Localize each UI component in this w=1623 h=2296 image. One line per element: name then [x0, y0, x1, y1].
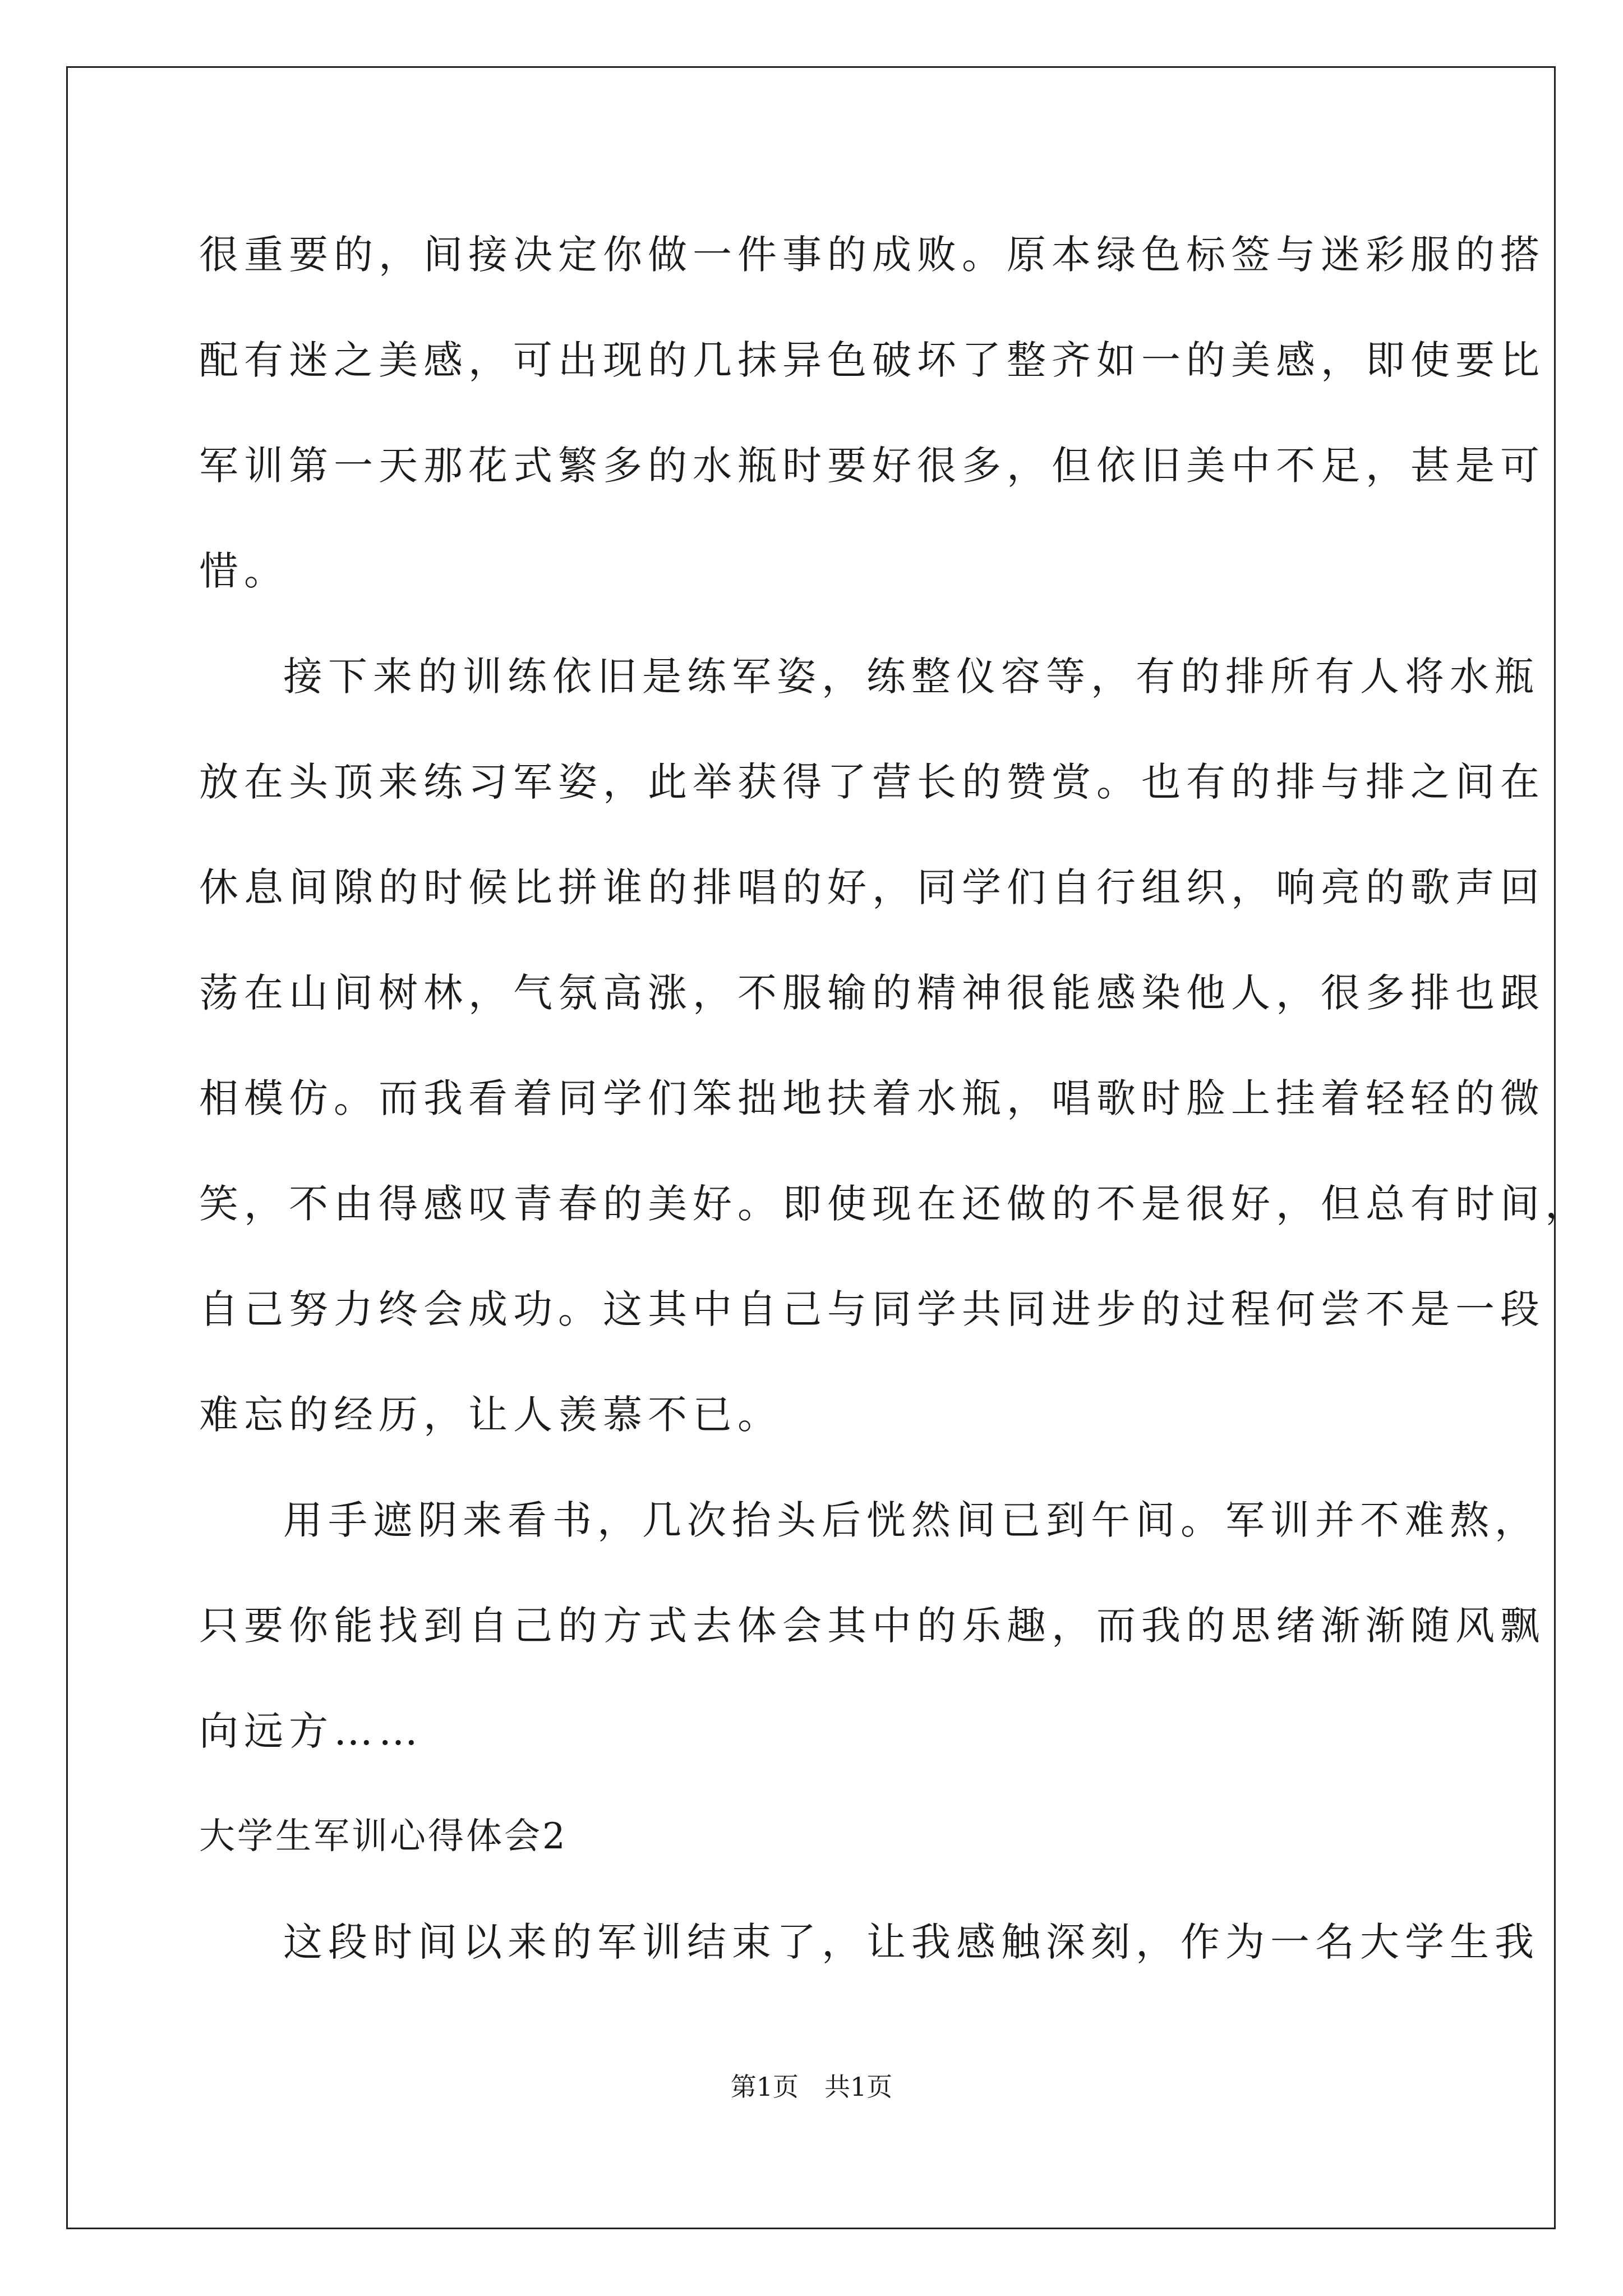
text-line: 放在头顶来练习军姿，此举获得了营长的赞赏。也有的排与排之间在	[199, 759, 1545, 805]
text-line: 休息间隙的时候比拼谁的排唱的好，同学们自行组织，响亮的歌声回	[199, 864, 1545, 910]
paragraph-start-line: 用手遮阴来看书，几次抬头后恍然间已到午间。军训并不难熬，	[283, 1497, 1539, 1543]
text-line: 笑，不由得感叹青春的美好。即使现在还做的不是很好，但总有时间，	[199, 1181, 1590, 1227]
text-line: 很重要的，间接决定你做一件事的成败。原本绿色标签与迷彩服的搭	[199, 232, 1545, 278]
text-line: 荡在山间树林，气氛高涨，不服输的精神很能感染他人，很多排也跟	[199, 970, 1545, 1016]
text-line: 向远方……	[199, 1708, 423, 1754]
paragraph-start-line: 这段时间以来的军训结束了，让我感触深刻，作为一名大学生我	[283, 1919, 1539, 1965]
paragraph-start-line: 接下来的训练依旧是练军姿，练整仪容等，有的排所有人将水瓶	[283, 654, 1539, 700]
text-line: 相模仿。而我看着同学们笨拙地扶着水瓶，唱歌时脸上挂着轻轻的微	[199, 1075, 1545, 1121]
document-body	[199, 202, 1590, 1995]
text-line: 惜。	[199, 548, 289, 594]
text-line: 配有迷之美感，可出现的几抹异色破坏了整齐如一的美感，即使要比	[199, 337, 1545, 383]
text-line: 只要你能找到自己的方式去体会其中的乐趣，而我的思绪渐渐随风飘	[199, 1603, 1545, 1649]
page-number-footer: 第1页 共1页	[730, 2072, 893, 2102]
text-line: 军训第一天那花式繁多的水瓶时要好很多，但依旧美中不足，甚是可	[199, 443, 1545, 489]
section-heading: 大学生军训心得体会2	[199, 1816, 568, 1857]
text-line: 难忘的经历，让人羡慕不已。	[199, 1392, 782, 1438]
text-line: 自己努力终会成功。这其中自己与同学共同进步的过程何尝不是一段	[199, 1286, 1545, 1332]
